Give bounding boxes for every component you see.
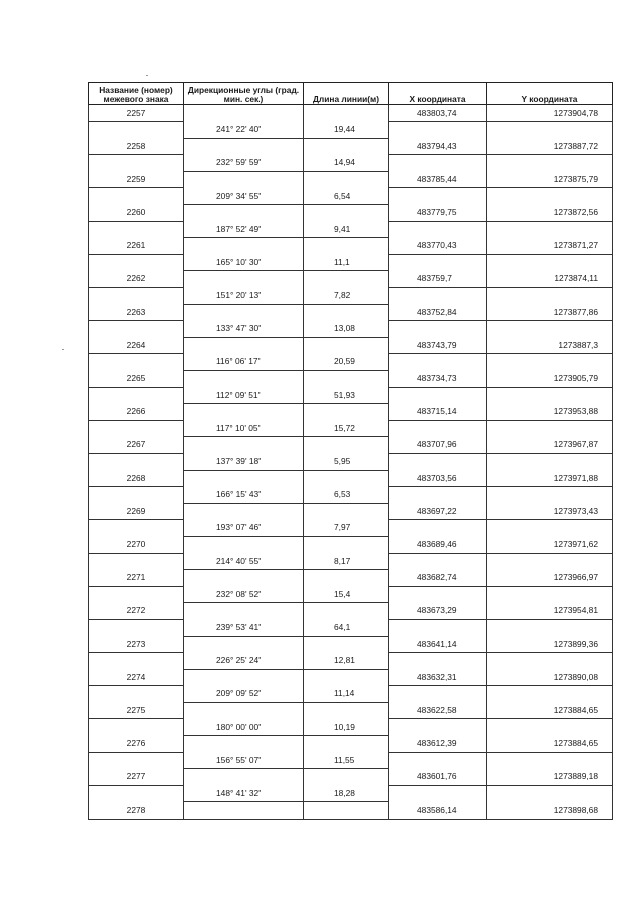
empty-x-cell: [389, 122, 487, 139]
empty-y-cell: [487, 122, 613, 139]
line-length: 7,82: [304, 288, 389, 305]
point-name: 2260: [89, 205, 184, 222]
empty-x-cell: [389, 155, 487, 172]
empty-name-cell: [89, 321, 184, 338]
empty-name-cell: [89, 354, 184, 371]
empty-angle-cell: [184, 503, 304, 520]
point-row: [89, 769, 613, 786]
empty-x-cell: [389, 785, 487, 802]
point-name: 2261: [89, 238, 184, 255]
line-length: 14,94: [304, 155, 389, 172]
point-row: [89, 636, 613, 653]
x-coordinate: 483779,75: [389, 205, 487, 222]
segment-row: [89, 686, 613, 703]
segment-row: [89, 520, 613, 537]
empty-length-cell: [304, 536, 389, 553]
y-coordinate: 1273971,62: [487, 536, 613, 553]
x-coordinate: 483707,96: [389, 437, 487, 454]
segment-row: [89, 221, 613, 238]
empty-length-cell: [304, 603, 389, 620]
line-length: 15,4: [304, 586, 389, 603]
line-length: 15,72: [304, 420, 389, 437]
direction-angle: 133° 47' 30": [184, 321, 304, 338]
line-length: 8,17: [304, 553, 389, 570]
empty-angle-cell: [184, 238, 304, 255]
y-coordinate: 1273889,18: [487, 769, 613, 786]
y-coordinate: 1273971,88: [487, 470, 613, 487]
segment-row: [89, 354, 613, 371]
x-coordinate: 483752,84: [389, 304, 487, 321]
segment-row: [89, 155, 613, 172]
x-coordinate: 483632,31: [389, 669, 487, 686]
empty-name-cell: [89, 619, 184, 636]
empty-angle-cell: [184, 802, 304, 819]
empty-y-cell: [487, 288, 613, 305]
empty-length-cell: [304, 138, 389, 155]
segment-row: [89, 288, 613, 305]
empty-length-cell: [304, 769, 389, 786]
line-length: 7,97: [304, 520, 389, 537]
point-row: [89, 437, 613, 454]
empty-length-cell: [304, 736, 389, 753]
segment-row: [89, 122, 613, 139]
x-coordinate: 483770,43: [389, 238, 487, 255]
empty-name-cell: [89, 520, 184, 537]
empty-length-cell: [304, 503, 389, 520]
point-row: [89, 271, 613, 288]
empty-x-cell: [389, 321, 487, 338]
y-coordinate: 1273887,3: [487, 337, 613, 354]
point-name: 2264: [89, 337, 184, 354]
empty-angle-cell: [184, 271, 304, 288]
point-row: [89, 503, 613, 520]
point-name: 2266: [89, 404, 184, 421]
segment-row: [89, 619, 613, 636]
empty-y-cell: [487, 619, 613, 636]
y-coordinate: 1273966,97: [487, 570, 613, 587]
point-row: [89, 238, 613, 255]
y-coordinate: 1273967,87: [487, 437, 613, 454]
line-length: 51,93: [304, 387, 389, 404]
point-row: [89, 470, 613, 487]
segment-row: [89, 487, 613, 504]
direction-angle: 239° 53' 41": [184, 619, 304, 636]
line-length: 6,53: [304, 487, 389, 504]
line-length: 11,1: [304, 254, 389, 271]
empty-angle-cell: [184, 769, 304, 786]
empty-name-cell: [89, 288, 184, 305]
point-row: [89, 304, 613, 321]
empty-x-cell: [389, 188, 487, 205]
point-row: [89, 802, 613, 819]
direction-angle: 193° 07' 46": [184, 520, 304, 537]
x-coordinate: 483734,73: [389, 371, 487, 388]
empty-y-cell: [487, 653, 613, 670]
empty-y-cell: [487, 719, 613, 736]
direction-angle: 209° 09' 52": [184, 686, 304, 703]
empty-x-cell: [389, 520, 487, 537]
segment-row: [89, 719, 613, 736]
empty-name-cell: [89, 221, 184, 238]
empty-x-cell: [389, 487, 487, 504]
y-coordinate: 1273884,65: [487, 736, 613, 753]
empty-y-cell: [487, 752, 613, 769]
y-coordinate: 1273899,36: [487, 636, 613, 653]
point-name: 2257: [89, 105, 184, 122]
direction-angle: 148° 41' 32": [184, 785, 304, 802]
point-name: 2269: [89, 503, 184, 520]
empty-y-cell: [487, 221, 613, 238]
segment-row: [89, 653, 613, 670]
direction-angle: 187° 52' 49": [184, 221, 304, 238]
direction-angle: 241° 22' 40": [184, 122, 304, 139]
empty-y-cell: [487, 453, 613, 470]
segment-row: [89, 188, 613, 205]
x-coordinate: 483743,79: [389, 337, 487, 354]
empty-name-cell: [89, 586, 184, 603]
empty-y-cell: [487, 354, 613, 371]
empty-length-cell: [304, 105, 389, 122]
direction-angle: 116° 06' 17": [184, 354, 304, 371]
segment-row: [89, 387, 613, 404]
empty-y-cell: [487, 586, 613, 603]
empty-length-cell: [304, 404, 389, 421]
y-coordinate: 1273875,79: [487, 171, 613, 188]
empty-name-cell: [89, 653, 184, 670]
empty-y-cell: [487, 520, 613, 537]
scan-speck: [146, 75, 148, 76]
point-name: 2275: [89, 702, 184, 719]
point-name: 2258: [89, 138, 184, 155]
segment-row: [89, 553, 613, 570]
point-row: [89, 337, 613, 354]
x-coordinate: 483715,14: [389, 404, 487, 421]
scan-speck: [62, 349, 64, 350]
empty-angle-cell: [184, 603, 304, 620]
x-coordinate: 483673,29: [389, 603, 487, 620]
empty-x-cell: [389, 387, 487, 404]
point-name: 2259: [89, 171, 184, 188]
empty-y-cell: [487, 254, 613, 271]
empty-length-cell: [304, 470, 389, 487]
empty-x-cell: [389, 653, 487, 670]
point-name: 2276: [89, 736, 184, 753]
empty-name-cell: [89, 155, 184, 172]
point-name: 2273: [89, 636, 184, 653]
empty-x-cell: [389, 752, 487, 769]
empty-x-cell: [389, 453, 487, 470]
y-coordinate: 1273905,79: [487, 371, 613, 388]
point-row: [89, 536, 613, 553]
empty-y-cell: [487, 188, 613, 205]
x-coordinate: 483682,74: [389, 570, 487, 587]
segment-row: [89, 586, 613, 603]
point-name: 2274: [89, 669, 184, 686]
direction-angle: 112° 09' 51": [184, 387, 304, 404]
header-x-coordinate: X координата: [389, 83, 487, 105]
x-coordinate: 483794,43: [389, 138, 487, 155]
empty-angle-cell: [184, 470, 304, 487]
empty-length-cell: [304, 271, 389, 288]
empty-name-cell: [89, 553, 184, 570]
point-name: 2277: [89, 769, 184, 786]
y-coordinate: 1273874,11: [487, 271, 613, 288]
empty-length-cell: [304, 702, 389, 719]
empty-length-cell: [304, 570, 389, 587]
empty-x-cell: [389, 354, 487, 371]
empty-name-cell: [89, 122, 184, 139]
line-length: 64,1: [304, 619, 389, 636]
empty-x-cell: [389, 686, 487, 703]
empty-name-cell: [89, 785, 184, 802]
line-length: 19,44: [304, 122, 389, 139]
y-coordinate: 1273904,78: [487, 105, 613, 122]
header-y-coordinate: Y координата: [487, 83, 613, 105]
empty-length-cell: [304, 636, 389, 653]
empty-name-cell: [89, 686, 184, 703]
point-row: [89, 570, 613, 587]
empty-name-cell: [89, 188, 184, 205]
point-name: 2263: [89, 304, 184, 321]
empty-y-cell: [487, 155, 613, 172]
empty-x-cell: [389, 288, 487, 305]
empty-angle-cell: [184, 404, 304, 421]
empty-y-cell: [487, 387, 613, 404]
point-row: [89, 138, 613, 155]
x-coordinate: 483703,56: [389, 470, 487, 487]
empty-name-cell: [89, 420, 184, 437]
header-line-length: Длина линии(м): [304, 83, 389, 105]
empty-x-cell: [389, 719, 487, 736]
empty-angle-cell: [184, 536, 304, 553]
empty-y-cell: [487, 686, 613, 703]
point-row: [89, 371, 613, 388]
point-row: [89, 603, 613, 620]
point-row: [89, 736, 613, 753]
empty-angle-cell: [184, 138, 304, 155]
empty-angle-cell: [184, 437, 304, 454]
empty-x-cell: [389, 586, 487, 603]
direction-angle: 232° 59' 59": [184, 155, 304, 172]
empty-x-cell: [389, 619, 487, 636]
line-length: 12,81: [304, 653, 389, 670]
segment-row: [89, 453, 613, 470]
x-coordinate: 483689,46: [389, 536, 487, 553]
segment-row: [89, 785, 613, 802]
segment-row: [89, 752, 613, 769]
direction-angle: 156° 55' 07": [184, 752, 304, 769]
empty-length-cell: [304, 669, 389, 686]
header-direction-angle: Дирекционные углы (град. мин. сек.): [184, 83, 304, 105]
line-length: 10,19: [304, 719, 389, 736]
y-coordinate: 1273898,68: [487, 802, 613, 819]
x-coordinate: 483785,44: [389, 171, 487, 188]
y-coordinate: 1273973,43: [487, 503, 613, 520]
y-coordinate: 1273871,27: [487, 238, 613, 255]
empty-angle-cell: [184, 702, 304, 719]
table-header-row: [89, 83, 613, 105]
empty-name-cell: [89, 487, 184, 504]
empty-length-cell: [304, 238, 389, 255]
y-coordinate: 1273884,65: [487, 702, 613, 719]
x-coordinate: 483759,7: [389, 271, 487, 288]
empty-y-cell: [487, 553, 613, 570]
empty-length-cell: [304, 371, 389, 388]
empty-name-cell: [89, 387, 184, 404]
line-length: 11,14: [304, 686, 389, 703]
empty-y-cell: [487, 321, 613, 338]
empty-angle-cell: [184, 171, 304, 188]
direction-angle: 151° 20' 13": [184, 288, 304, 305]
empty-length-cell: [304, 802, 389, 819]
empty-angle-cell: [184, 669, 304, 686]
x-coordinate: 483601,76: [389, 769, 487, 786]
empty-angle-cell: [184, 371, 304, 388]
direction-angle: 137° 39' 18": [184, 453, 304, 470]
direction-angle: 180° 00' 00": [184, 719, 304, 736]
point-name: 2270: [89, 536, 184, 553]
point-name: 2268: [89, 470, 184, 487]
empty-y-cell: [487, 487, 613, 504]
x-coordinate: 483803,74: [389, 105, 487, 122]
empty-length-cell: [304, 337, 389, 354]
empty-angle-cell: [184, 736, 304, 753]
boundary-points-table: [88, 82, 613, 820]
empty-name-cell: [89, 719, 184, 736]
y-coordinate: 1273877,86: [487, 304, 613, 321]
line-length: 9,41: [304, 221, 389, 238]
empty-x-cell: [389, 254, 487, 271]
empty-y-cell: [487, 420, 613, 437]
x-coordinate: 483641,14: [389, 636, 487, 653]
direction-angle: 214° 40' 55": [184, 553, 304, 570]
line-length: 13,08: [304, 321, 389, 338]
empty-x-cell: [389, 221, 487, 238]
direction-angle: 232° 08' 52": [184, 586, 304, 603]
line-length: 5,95: [304, 453, 389, 470]
point-name: 2278: [89, 802, 184, 819]
empty-name-cell: [89, 254, 184, 271]
y-coordinate: 1273953,88: [487, 404, 613, 421]
x-coordinate: 483586,14: [389, 802, 487, 819]
header-point-name: Название (номер) межевого знака: [89, 83, 184, 105]
direction-angle: 209° 34' 55": [184, 188, 304, 205]
point-row: [89, 205, 613, 222]
point-name: 2271: [89, 570, 184, 587]
empty-length-cell: [304, 205, 389, 222]
line-length: 18,28: [304, 785, 389, 802]
empty-angle-cell: [184, 570, 304, 587]
segment-row: [89, 254, 613, 271]
segment-row: [89, 420, 613, 437]
y-coordinate: 1273890,08: [487, 669, 613, 686]
empty-angle-cell: [184, 105, 304, 122]
empty-length-cell: [304, 171, 389, 188]
empty-x-cell: [389, 420, 487, 437]
empty-y-cell: [487, 785, 613, 802]
empty-length-cell: [304, 437, 389, 454]
point-row: [89, 404, 613, 421]
direction-angle: 165° 10' 30": [184, 254, 304, 271]
x-coordinate: 483622,58: [389, 702, 487, 719]
line-length: 20,59: [304, 354, 389, 371]
x-coordinate: 483697,22: [389, 503, 487, 520]
point-row: [89, 702, 613, 719]
y-coordinate: 1273872,56: [487, 205, 613, 222]
point-name: 2265: [89, 371, 184, 388]
empty-angle-cell: [184, 636, 304, 653]
segment-row: [89, 321, 613, 338]
point-name: 2262: [89, 271, 184, 288]
point-row: [89, 669, 613, 686]
y-coordinate: 1273954,81: [487, 603, 613, 620]
direction-angle: 166° 15' 43": [184, 487, 304, 504]
line-length: 6,54: [304, 188, 389, 205]
empty-name-cell: [89, 453, 184, 470]
table-body: [89, 105, 613, 820]
empty-length-cell: [304, 304, 389, 321]
empty-angle-cell: [184, 337, 304, 354]
point-row: [89, 171, 613, 188]
point-row: [89, 105, 613, 122]
empty-angle-cell: [184, 304, 304, 321]
direction-angle: 226° 25' 24": [184, 653, 304, 670]
empty-name-cell: [89, 752, 184, 769]
direction-angle: 117° 10' 05": [184, 420, 304, 437]
empty-x-cell: [389, 553, 487, 570]
x-coordinate: 483612,39: [389, 736, 487, 753]
line-length: 11,55: [304, 752, 389, 769]
y-coordinate: 1273887,72: [487, 138, 613, 155]
point-name: 2272: [89, 603, 184, 620]
empty-angle-cell: [184, 205, 304, 222]
point-name: 2267: [89, 437, 184, 454]
